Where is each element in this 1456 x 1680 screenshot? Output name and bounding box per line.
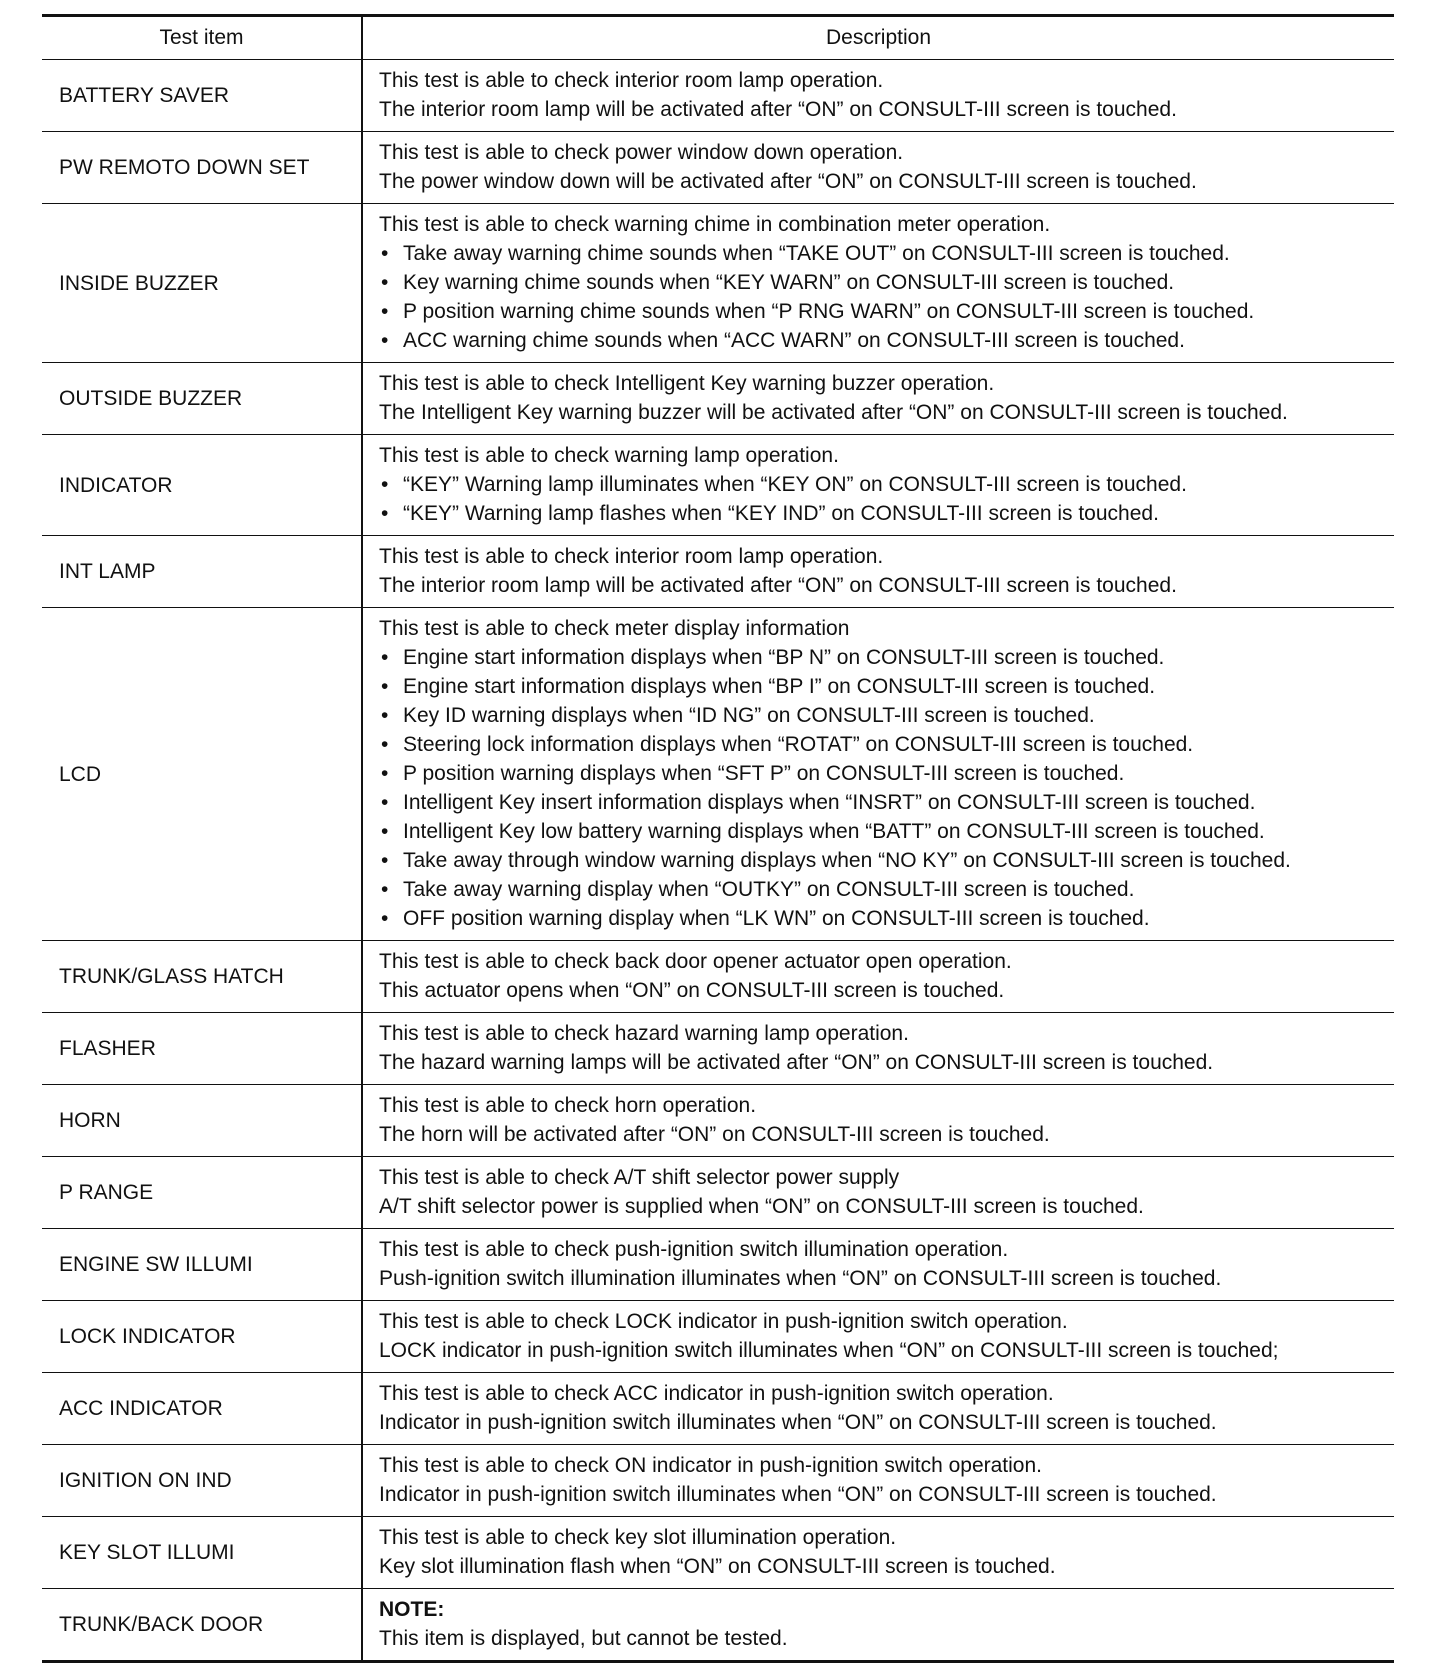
- test-item-cell: P RANGE: [42, 1157, 362, 1229]
- table-row: [42, 204, 1394, 363]
- description-line: This test is able to check warning lamp operation.: [379, 444, 839, 467]
- description-line: This item is displayed, but cannot be tested.: [379, 1627, 788, 1650]
- table-row: [42, 1085, 1394, 1157]
- description-line: This test is able to check interior room lamp operation.: [379, 545, 884, 568]
- description-line: A/T shift selector power is supplied when “ON” on CONSULT-III screen is touched.: [379, 1195, 1144, 1218]
- description-cell: [362, 1085, 1394, 1157]
- description-bullet-item: [379, 701, 1390, 730]
- description-line: This test is able to check warning chime in combination meter operation.: [379, 213, 1051, 236]
- description-line: This test is able to check hazard warning lamp operation.: [379, 1022, 909, 1045]
- bullet-text: “KEY” Warning lamp illuminates when “KEY ON” on CONSULT-III screen is touched.: [403, 473, 1187, 496]
- test-item-cell: INT LAMP: [42, 536, 362, 608]
- description-line: LOCK indicator in push-ignition switch illuminates when “ON” on CONSULT-III screen is touched;: [379, 1339, 1279, 1362]
- description-bullet-item: [379, 846, 1390, 875]
- description-line: The hazard warning lamps will be activated after “ON” on CONSULT-III screen is touched.: [379, 1051, 1214, 1074]
- bullet-text: Key ID warning displays when “ID NG” on CONSULT-III screen is touched.: [403, 704, 1095, 727]
- table-row: [42, 60, 1394, 132]
- description-line: This actuator opens when “ON” on CONSULT-III screen is touched.: [379, 979, 1005, 1002]
- description-line: The Intelligent Key warning buzzer will be activated after “ON” on CONSULT-III screen is touched.: [379, 401, 1288, 424]
- bullet-text: Key warning chime sounds when “KEY WARN” on CONSULT-III screen is touched.: [403, 271, 1175, 294]
- test-item-cell: ACC INDICATOR: [42, 1373, 362, 1445]
- active-test-table: [42, 14, 1394, 1663]
- bullet-dot: •: [381, 762, 389, 785]
- test-item-cell: PW REMOTO DOWN SET: [42, 132, 362, 204]
- description-line: This test is able to check push-ignition switch illumination operation.: [379, 1238, 1009, 1261]
- bullet-text: Take away warning display when “OUTKY” on CONSULT-III screen is touched.: [403, 878, 1135, 901]
- test-item-cell: INDICATOR: [42, 435, 362, 536]
- bullet-text: Intelligent Key insert information displays when “INSRT” on CONSULT-III screen is touched.: [403, 791, 1256, 814]
- description-bullet-item: [379, 730, 1390, 759]
- description-line: This test is able to check ACC indicator in push-ignition switch operation.: [379, 1382, 1054, 1405]
- description-line: This test is able to check meter display information: [379, 617, 850, 640]
- bullet-dot: •: [381, 704, 389, 727]
- description-line: This test is able to check interior room lamp operation.: [379, 69, 884, 92]
- test-item-cell: HORN: [42, 1085, 362, 1157]
- bullet-dot: •: [381, 733, 389, 756]
- description-line: This test is able to check back door opener actuator open operation.: [379, 950, 1012, 973]
- test-item-cell: ENGINE SW ILLUMI: [42, 1229, 362, 1301]
- bullet-text: Take away warning chime sounds when “TAKE OUT” on CONSULT-III screen is touched.: [403, 242, 1230, 265]
- bullet-dot: •: [381, 329, 389, 352]
- description-line: This test is able to check LOCK indicator in push-ignition switch operation.: [379, 1310, 1068, 1333]
- description-line: This test is able to check ON indicator in push-ignition switch operation.: [379, 1454, 1042, 1477]
- description-cell: [362, 1013, 1394, 1085]
- description-line: Indicator in push-ignition switch illuminates when “ON” on CONSULT-III screen is touched.: [379, 1411, 1217, 1434]
- description-bullet-item: [379, 499, 1390, 528]
- description-cell: [362, 941, 1394, 1013]
- test-item-cell: IGNITION ON IND: [42, 1445, 362, 1517]
- bullet-dot: •: [381, 675, 389, 698]
- bullet-text: OFF position warning display when “LK WN” on CONSULT-III screen is touched.: [403, 907, 1150, 930]
- bullet-dot: •: [381, 646, 389, 669]
- test-item-cell: TRUNK/BACK DOOR: [42, 1589, 362, 1662]
- description-bullet-item: [379, 817, 1390, 846]
- description-cell: [362, 1373, 1394, 1445]
- test-item-cell: KEY SLOT ILLUMI: [42, 1517, 362, 1589]
- description-bullet-item: [379, 239, 1390, 268]
- description-cell: [362, 132, 1394, 204]
- description-line: The power window down will be activated after “ON” on CONSULT-III screen is touched.: [379, 170, 1197, 193]
- table-row: [42, 363, 1394, 435]
- description-cell: [362, 60, 1394, 132]
- table-row: [42, 1373, 1394, 1445]
- description-bullet-item: [379, 643, 1390, 672]
- description-bullet-item: [379, 788, 1390, 817]
- description-line: This test is able to check key slot illumination operation.: [379, 1526, 897, 1549]
- bullet-text: P position warning chime sounds when “P RNG WARN” on CONSULT-III screen is touched.: [403, 300, 1255, 323]
- bullet-dot: •: [381, 791, 389, 814]
- bullet-text: P position warning displays when “SFT P” on CONSULT-III screen is touched.: [403, 762, 1125, 785]
- bullet-dot: •: [381, 820, 389, 843]
- table-row: [42, 132, 1394, 204]
- table-row: [42, 1157, 1394, 1229]
- table-row: [42, 1013, 1394, 1085]
- header-test-item: Test item: [42, 16, 362, 60]
- description-line: Indicator in push-ignition switch illuminates when “ON” on CONSULT-III screen is touched.: [379, 1483, 1217, 1506]
- table-row: [42, 435, 1394, 536]
- bullet-text: Intelligent Key low battery warning displays when “BATT” on CONSULT-III screen is touched.: [403, 820, 1265, 843]
- description-line: The horn will be activated after “ON” on CONSULT-III screen is touched.: [379, 1123, 1050, 1146]
- bullet-text: ACC warning chime sounds when “ACC WARN” on CONSULT-III screen is touched.: [403, 329, 1185, 352]
- description-cell: [362, 1445, 1394, 1517]
- description-line: This test is able to check A/T shift selector power supply: [379, 1166, 900, 1189]
- table-row: [42, 941, 1394, 1013]
- description-line: The interior room lamp will be activated after “ON” on CONSULT-III screen is touched.: [379, 574, 1177, 597]
- description-cell: [362, 204, 1394, 363]
- test-item-cell: LCD: [42, 608, 362, 941]
- bullet-dot: •: [381, 849, 389, 872]
- description-bullet-item: [379, 875, 1390, 904]
- description-line: Push-ignition switch illumination illuminates when “ON” on CONSULT-III screen is touched.: [379, 1267, 1222, 1290]
- description-cell: [362, 1301, 1394, 1373]
- table-row: [42, 1589, 1394, 1662]
- description-line: This test is able to check Intelligent Key warning buzzer operation.: [379, 372, 995, 395]
- description-cell: [362, 363, 1394, 435]
- table-row: [42, 536, 1394, 608]
- test-item-cell: INSIDE BUZZER: [42, 204, 362, 363]
- description-bullet-item: [379, 297, 1390, 326]
- test-item-cell: FLASHER: [42, 1013, 362, 1085]
- table-row: [42, 1301, 1394, 1373]
- description-bullet-item: [379, 904, 1390, 933]
- bullet-text: Steering lock information displays when “ROTAT” on CONSULT-III screen is touched.: [403, 733, 1194, 756]
- bullet-text: Engine start information displays when “BP N” on CONSULT-III screen is touched.: [403, 646, 1165, 669]
- bullet-text: “KEY” Warning lamp flashes when “KEY IND” on CONSULT-III screen is touched.: [403, 502, 1159, 525]
- table-row: [42, 608, 1394, 941]
- description-bullet-item: [379, 268, 1390, 297]
- table-row: [42, 1445, 1394, 1517]
- description-line: This test is able to check horn operation.: [379, 1094, 757, 1117]
- bullet-dot: •: [381, 242, 389, 265]
- bullet-dot: •: [381, 271, 389, 294]
- description-cell: [362, 536, 1394, 608]
- table-body: [42, 60, 1394, 1662]
- bullet-dot: •: [381, 878, 389, 901]
- description-cell: [362, 1517, 1394, 1589]
- table-row: [42, 1517, 1394, 1589]
- header-description: Description: [362, 16, 1394, 60]
- description-bullet-item: [379, 672, 1390, 701]
- description-cell: [362, 1589, 1394, 1662]
- test-item-cell: LOCK INDICATOR: [42, 1301, 362, 1373]
- bullet-dot: •: [381, 473, 389, 496]
- description-line: This test is able to check power window down operation.: [379, 141, 904, 164]
- description-bullet-item: [379, 759, 1390, 788]
- table-header-row: [42, 16, 1394, 60]
- bullet-dot: •: [381, 907, 389, 930]
- description-bullet-item: [379, 326, 1390, 355]
- description-cell: [362, 435, 1394, 536]
- description-bullet-item: [379, 470, 1390, 499]
- bullet-text: Engine start information displays when “BP I” on CONSULT-III screen is touched.: [403, 675, 1156, 698]
- description-cell: [362, 1157, 1394, 1229]
- description-cell: [362, 608, 1394, 941]
- description-line: Key slot illumination flash when “ON” on CONSULT-III screen is touched.: [379, 1555, 1056, 1578]
- bullet-dot: •: [381, 300, 389, 323]
- table-row: [42, 1229, 1394, 1301]
- bullet-dot: •: [381, 502, 389, 525]
- test-item-cell: BATTERY SAVER: [42, 60, 362, 132]
- test-item-cell: OUTSIDE BUZZER: [42, 363, 362, 435]
- description-cell: [362, 1229, 1394, 1301]
- note-label: NOTE:: [379, 1598, 445, 1621]
- description-line: The interior room lamp will be activated after “ON” on CONSULT-III screen is touched.: [379, 98, 1177, 121]
- test-item-cell: TRUNK/GLASS HATCH: [42, 941, 362, 1013]
- bullet-text: Take away through window warning displays when “NO KY” on CONSULT-III screen is touched.: [403, 849, 1291, 872]
